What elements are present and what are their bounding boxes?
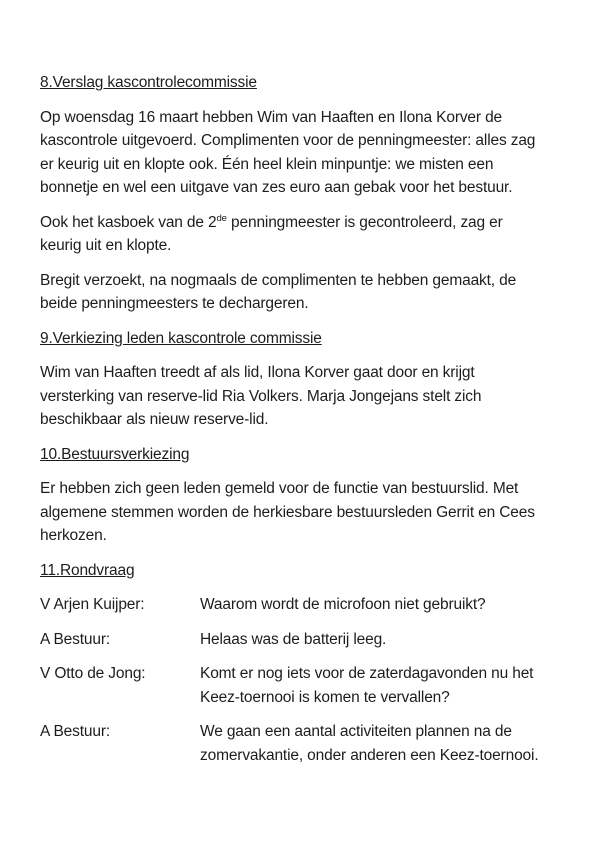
text-segment: penningmeester is gecontroleerd, zag er <box>226 213 503 231</box>
paragraph <box>40 477 581 548</box>
text-line: algemene stemmen worden de herkiesbare bestuursleden Gerrit en Cees <box>40 503 535 521</box>
qa-text <box>200 662 581 709</box>
text-line: Helaas was de batterij leeg. <box>200 630 387 648</box>
qa-row <box>40 662 581 709</box>
paragraph <box>40 361 581 432</box>
text-line: beschikbaar als nieuw reserve-lid. <box>40 411 269 428</box>
qa-text <box>200 628 581 652</box>
paragraph <box>40 211 581 258</box>
section-heading: 9.Verkiezing leden kascontrole commissie <box>40 329 322 347</box>
qa-speaker-label: V Otto de Jong: <box>40 665 146 682</box>
text-line: Bregit verzoekt, na nogmaals de complimenten te hebben gemaakt, de <box>40 271 517 289</box>
superscript-text: de <box>216 212 227 224</box>
paragraph <box>40 106 581 200</box>
text-line: Wim van Haaften treedt af als lid, Ilona Korver gaat door en krijgt <box>40 364 475 381</box>
text-line: er keurig uit en klopte ook. Één heel klein minpuntje: we misten een <box>40 155 494 173</box>
text-line: herkozen. <box>40 527 107 544</box>
qa-row <box>40 628 581 652</box>
text-line: keurig uit en klopte. <box>40 237 172 254</box>
qa-row <box>40 593 581 617</box>
text-line: zomervakantie, onder anderen een Keez-toernooi. <box>200 746 539 764</box>
text-segment: Ook het kasboek van de 2 <box>40 213 217 231</box>
paragraph <box>40 269 581 316</box>
text-line: Op woensdag 16 maart hebben Wim van Haaften en Ilona Korver de <box>40 108 503 126</box>
text-line: We gaan een aantal activiteiten plannen na de <box>200 723 512 740</box>
text-line: kascontrole uitgevoerd. Complimenten voor de penningmeester: alles zag <box>40 132 536 149</box>
qa-text <box>200 593 581 617</box>
text-line: beide penningmeesters te dechargeren. <box>40 295 309 312</box>
qa-speaker-label: A Bestuur: <box>40 630 111 648</box>
section-heading: 8.Verslag kascontrolecommissie <box>40 74 257 91</box>
qa-text <box>200 720 581 767</box>
text-line: Waarom wordt de microfoon niet gebruikt? <box>200 596 486 613</box>
section-heading: 10.Bestuursverkiezing <box>40 445 190 463</box>
text-line: Keez-toernooi is komen te vervallen? <box>200 688 450 706</box>
qa-speaker-label: A Bestuur: <box>40 723 111 740</box>
text-line: Er hebben zich geen leden gemeld voor de functie van bestuurslid. Met <box>40 480 519 497</box>
text-line: Komt er nog iets voor de zaterdagavonden nu het <box>200 665 534 682</box>
qa-speaker-label: V Arjen Kuijper: <box>40 596 145 613</box>
section-heading: 11.Rondvraag <box>40 561 135 579</box>
text-line <box>40 211 581 235</box>
qa-row <box>40 720 581 767</box>
text-line: bonnetje en wel een uitgave van zes euro aan gebak voor het bestuur. <box>40 179 513 196</box>
text-line: versterking van reserve-lid Ria Volkers. Marja Jongejans stelt zich <box>40 387 482 405</box>
